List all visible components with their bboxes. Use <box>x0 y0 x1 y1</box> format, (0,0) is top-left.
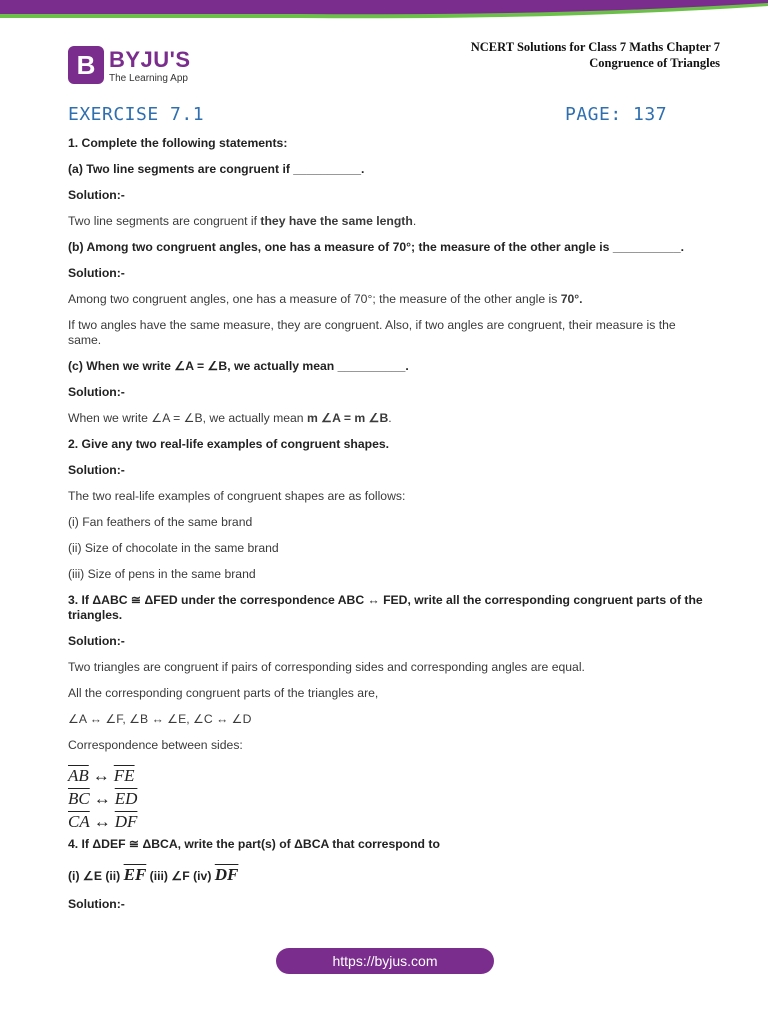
question-1: 1. Complete the following statements: <box>68 136 288 150</box>
page-number: PAGE: 137 <box>565 104 668 125</box>
side-correspondence <box>68 764 708 833</box>
solution-label: Solution:- <box>68 266 125 280</box>
answer-3-angles: ∠A ↔ ∠F, ∠B ↔ ∠E, ∠C ↔ ∠D <box>68 712 252 726</box>
answer-1b-note: If two angles have the same measure, they are congruent. Also, if two angles are congruent, their measure is the same. <box>68 318 676 347</box>
side-pair: $\overline{BC}$ ↔ $\overline{ED}$ <box>68 789 138 808</box>
top-decorative-band <box>0 0 768 22</box>
byjus-logo[interactable] <box>68 46 228 86</box>
document-body <box>68 136 708 923</box>
question-4: 4. If ΔDEF ≅ ΔBCA, write the part(s) of ΔBCA that correspond to <box>68 837 440 851</box>
answer-3-sides-label: Correspondence between sides: <box>68 738 243 752</box>
side-pair: $\overline{AB}$ ↔ $\overline{FE}$ <box>68 766 135 785</box>
answer-3-line-1: Two triangles are congruent if pairs of corresponding sides and corresponding angles are equal. <box>68 660 585 674</box>
solution-label: Solution:- <box>68 634 125 648</box>
document-header <box>471 39 720 71</box>
solution-label: Solution:- <box>68 188 125 202</box>
list-item: (ii) Size of chocolate in the same brand <box>68 541 279 555</box>
answer-1b: Among two congruent angles, one has a measure of 70°; the measure of the other angle is 70°. <box>68 292 583 306</box>
question-3: 3. If ΔABC ≅ ΔFED under the correspondence ABC ↔ FED, write all the corresponding congruent parts of the triangles. <box>68 593 703 622</box>
answer-1c: When we write ∠A = ∠B, we actually mean m ∠A = m ∠B. <box>68 411 392 425</box>
solution-label: Solution:- <box>68 897 125 911</box>
answer-3-line-2: All the corresponding congruent parts of the triangles are, <box>68 686 379 700</box>
question-4-parts: (i) ∠E (ii) $\overline{EF}$ (iii) ∠F (iv) $\overline{DF}$ <box>68 865 239 884</box>
answer-2-intro: The two real-life examples of congruent shapes are as follows: <box>68 489 406 503</box>
question-1c: (c) When we write ∠A = ∠B, we actually mean __________. <box>68 359 409 373</box>
logo-name: BYJU'S <box>109 47 191 72</box>
list-item: (iii) Size of pens in the same brand <box>68 567 256 581</box>
footer-url-link[interactable]: https://byjus.com <box>276 948 494 974</box>
header-line-1: NCERT Solutions for Class 7 Maths Chapter 7 <box>470 40 720 54</box>
logo-tagline: The Learning App <box>109 73 188 84</box>
solution-label: Solution:- <box>68 463 125 477</box>
question-1a: (a) Two line segments are congruent if __________. <box>68 162 365 176</box>
list-item: (i) Fan feathers of the same brand <box>68 515 253 529</box>
header-line-2: Congruence of Triangles <box>589 56 720 70</box>
logo-mark: B <box>68 46 104 84</box>
side-pair: $\overline{CA}$ ↔ $\overline{DF}$ <box>68 812 138 831</box>
answer-1a: Two line segments are congruent if they have the same length. <box>68 214 417 228</box>
exercise-title: EXERCISE 7.1 <box>68 104 205 125</box>
solution-label: Solution:- <box>68 385 125 399</box>
question-2: 2. Give any two real-life examples of congruent shapes. <box>68 437 390 451</box>
question-1b: (b) Among two congruent angles, one has a measure of 70°; the measure of the other angle is __________. <box>68 240 684 254</box>
